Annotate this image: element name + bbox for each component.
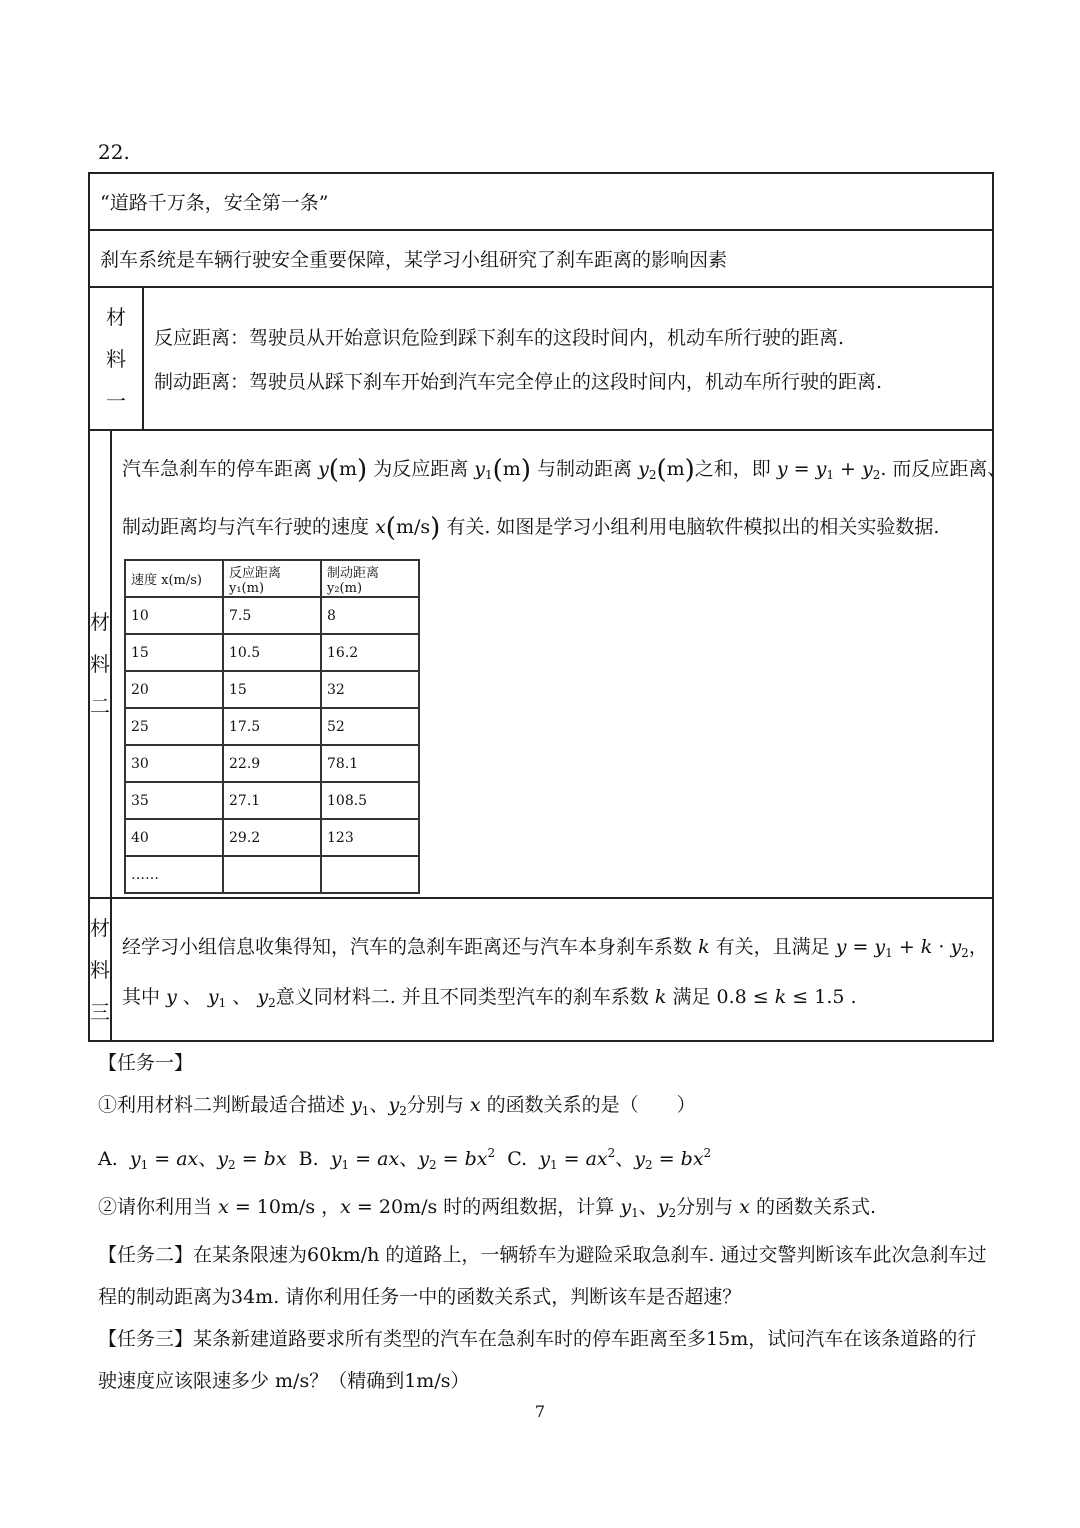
column-header-speed: 速度 x(m/s) — [125, 560, 223, 597]
table-row: 40 29.2 123 — [125, 819, 419, 856]
table-row: 35 27.1 108.5 — [125, 782, 419, 819]
task-one-title: 【任务一】 — [98, 1052, 194, 1074]
material-two-body — [112, 431, 1016, 897]
question-number: 22. — [98, 140, 130, 164]
header-row — [90, 174, 992, 231]
table-row: 20 15 32 — [125, 671, 419, 708]
reaction-distance-definition: 反应距离：驾驶员从开始意识危险到踩下刹车的这段时间内，机动车所行驶的距离. — [154, 327, 845, 349]
option-b: B. $y_1$ = ax、$y_2 = bx^2$ — [298, 1146, 496, 1172]
material-table — [88, 172, 1007, 1042]
task-three-line-1: 【任务三】某条新建道路要求所有类型的汽车在急刹车时的停车距离至多15m，试问汽车在该条道路的行 — [98, 1328, 977, 1350]
material-three-line-2: 其中 y 、 $y_1$ 、 $y_2$意义同材料二. 并且不同类型汽车的刹车系数 k 满足 0.8 ≤ k ≤ 1.5 . — [122, 986, 857, 1010]
column-header-braking: 制动距离 y₂(m) — [321, 560, 419, 597]
task-two-line-1: 【任务二】在某条限速为60km/h 的道路上，一辆轿车为避险采取急刹车. 通过交警判断该车此次急刹车过 — [98, 1244, 987, 1266]
option-a: A. $y_1$ = ax、$y_2$ = bx — [98, 1148, 287, 1172]
table-row: 25 17.5 52 — [125, 708, 419, 745]
table-row: 30 22.9 78.1 — [125, 745, 419, 782]
intro-row — [90, 231, 992, 288]
intro-text: 刹车系统是车辆行驶安全重要保障，某学习小组研究了刹车距离的影响因素 — [100, 249, 728, 271]
task-two-line-2: 程的制动距离为34m. 请你利用任务一中的函数关系式，判断该车是否超速？ — [98, 1286, 742, 1308]
experiment-data-table — [124, 559, 420, 894]
material-one-label: 材 料 一 — [90, 288, 144, 429]
header-text: “道路千万条，安全第一条” — [100, 192, 329, 214]
task-one-options — [98, 1132, 998, 1186]
task-three-line-2: 驶速度应该限速多少 m/s？（精确到1m/s） — [98, 1370, 470, 1392]
material-three-body — [112, 899, 998, 1040]
material-two-line-2: 制动距离均与汽车行驶的速度 x(m/s) 有关. 如图是学习小组利用电脑软件模拟出的相关实验数据. — [122, 513, 940, 543]
tasks-section — [98, 1042, 998, 1402]
page-number: 7 — [534, 1402, 546, 1421]
material-one-body — [144, 288, 992, 429]
material-two-row — [90, 431, 1007, 899]
material-three-row — [90, 899, 992, 1040]
task-one-question-2: ②请你利用当 x = 10m/s ，x = 20m/s 时的两组数据，计算 $y_1$、$y_2$分别与 x 的函数关系式. — [98, 1196, 876, 1220]
material-one-row — [90, 288, 992, 431]
table-row: 15 10.5 16.2 — [125, 634, 419, 671]
material-three-label: 材 料 三 — [90, 899, 112, 1040]
material-three-line-1: 经学习小组信息收集得知，汽车的急刹车距离还与汽车本身刹车系数 k 有关，且满足 $y = y_1 + k \cdot y_2$， — [122, 936, 988, 960]
table-row: 10 7.5 8 — [125, 597, 419, 634]
column-header-reaction: 反应距离 y₁(m) — [223, 560, 321, 597]
task-one-question-1: ①利用材料二判断最适合描述 $y_1$、$y_2$分别与 x 的函数关系的是（ ） — [98, 1094, 696, 1118]
braking-distance-definition: 制动距离：驾驶员从踩下刹车开始到汽车完全停止的这段时间内，机动车所行驶的距离. — [154, 371, 883, 393]
material-two-label: 材 料 二 — [90, 431, 112, 897]
table-row: …… — [125, 856, 419, 893]
material-two-line-1: 汽车急刹车的停车距离 y(m) 为反应距离 $y_1(m)$ 与制动距离 $y_2(m)$之和，即 $y = y_1 + y_2$. 而反应距离、 — [122, 455, 1007, 485]
table-header-row — [125, 560, 419, 597]
option-c: C. $y_1 = ax^2$、$y_2 = bx^2$ — [507, 1146, 712, 1172]
